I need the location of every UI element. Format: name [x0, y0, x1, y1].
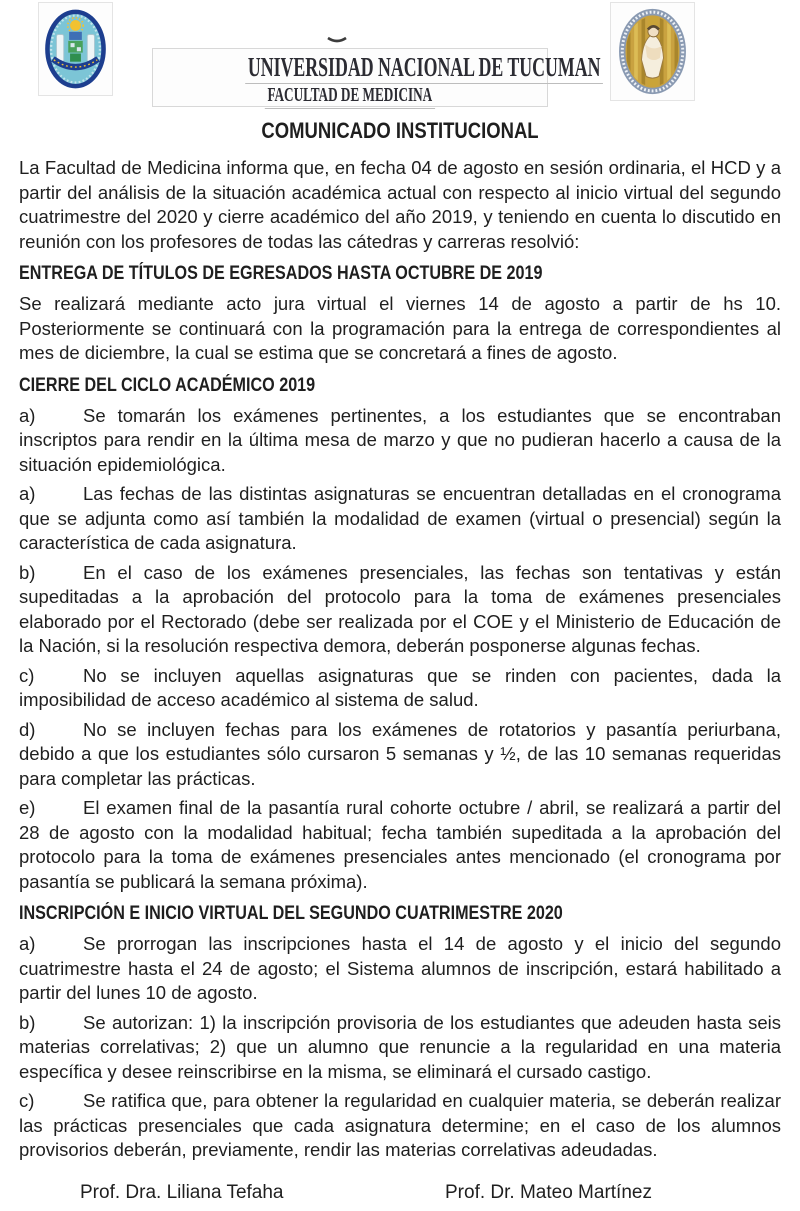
item-text: Se autorizan: 1) la inscripción provisoria de los estudiantes que adeuden hasta seis materias correlativas; 2) que un alumno que renuncie a la regularidad en una materia específica y desee reinscribirse en la misma, se eliminará el cursado castigo.: [19, 1011, 781, 1082]
intro-paragraph: La Facultad de Medicina informa que, en fecha 04 de agosto en sesión ordinaria, el HCD y a partir del análisis de la situación académica actual con respecto al inicio virtual del segundo cuatrimestre del 2020 y cierre académico del año 2019, y teniendo en cuenta lo discutido en reunión con los profesores de todas las cátedras y carreras resolvió:: [19, 157, 781, 252]
item-letter: a): [19, 933, 36, 954]
item-text: Se prorrogan las inscripciones hasta el 14 de agosto y el inicio del segundo cuatrimestre hasta el 24 de agosto; el Sistema alumnos de inscripción, estará habilitado a partir del lunes 10 de agosto.: [19, 933, 781, 1003]
list-item: [19, 932, 781, 1006]
faculty-name-line: [153, 84, 547, 109]
facultad-medicina-seal-icon: [614, 7, 691, 97]
item-text: El examen final de la pasantía rural cohorte octubre / abril, se realizará a partir del 28 de agosto con la modalidad habitual; fecha también supeditada a la aprobación del protocolo para la toma de exámenes presenciales antes mencionado (el cronograma por pasantía se publicará la semana próxima).: [19, 797, 781, 892]
list-item: [19, 1011, 781, 1085]
item-letter: b): [19, 561, 36, 583]
item-text: No se incluyen fechas para los exámenes de rotatorios y pasantía periurbana, debido a que los estudiantes sólo cursaron 5 semanas y ½, de las 10 semanas requeridas para completar las prácticas.: [19, 718, 781, 789]
item-text: En el caso de los exámenes presenciales, las fechas son tentativas y están supeditadas a la aprobación del protocolo para la toma de exámenes presenciales elaborado por el Rectorado (debe ser realizada por el COE y el Ministerio de Educación de la Nación, si la resolución respectiva demora, deberán posponerse algunas fechas.: [19, 561, 781, 656]
list-item: [19, 404, 781, 478]
item-letter: e): [19, 797, 36, 818]
item-text: Se ratifica que, para obtener la regularidad en cualquier materia, se deberán realizar las prácticas presenciales que cada asignatura determine; en el caso de los alumnos provisorios deberán, previamente, rendir las materias correlativas adeudadas.: [19, 1090, 781, 1160]
list-item: [19, 1089, 781, 1163]
section-heading-inscripcion: INSCRIPCIÓN E INICIO VIRTUAL DEL SEGUNDO CUATRIMESTRE 2020: [19, 903, 563, 924]
item-text: No se incluyen aquellas asignaturas que se rinden con pacientes, dada la imposibilidad de acceso académico al sistema de salud.: [19, 664, 781, 710]
signature-left: Prof. Dra. Liliana Tefaha: [80, 1182, 284, 1203]
section-heading-titulos: ENTREGA DE TÍTULOS DE EGRESADOS HASTA OCTUBRE DE 2019: [19, 263, 543, 284]
item-letter: b): [19, 1011, 36, 1033]
section-heading-cierre: CIERRE DEL CICLO ACADÉMICO 2019: [19, 374, 316, 396]
list-item: [19, 561, 781, 659]
faculty-name: FACULTAD DE MEDICINA: [265, 84, 435, 109]
item-letter: a): [19, 404, 36, 426]
item-letter: a): [19, 483, 36, 504]
list-item: [19, 664, 781, 713]
item-text: Se tomarán los exámenes pertinentes, a los estudiantes que se encontraban inscriptos para rendir en la última mesa de marzo y que no pudieran hacerlo a causa de la situación epidemiológica.: [19, 404, 781, 475]
list-item: [19, 718, 781, 792]
unt-logo-box: [38, 2, 113, 96]
page-title: COMUNICADO INSTITUCIONAL: [261, 118, 539, 143]
list-item: [19, 796, 781, 894]
paragraph-titulos: Se realizará mediante acto jura virtual el viernes 14 de agosto a partir de hs 10. Posteriormente se continuará con la programación para la entrega de correspondientes al mes de diciembre, la cual se estima que se concretará a fines de agosto.: [19, 293, 781, 363]
medicina-logo-box: [610, 2, 695, 101]
university-name-line: [153, 52, 601, 84]
list-item: [19, 482, 781, 556]
item-letter: d): [19, 718, 36, 740]
unt-coat-of-arms-icon: [42, 6, 109, 92]
signature-right: Prof. Dr. Mateo Martínez: [445, 1182, 652, 1203]
item-letter: c): [19, 664, 35, 686]
university-banner: [152, 48, 601, 107]
item-text: Las fechas de las distintas asignaturas se encuentran detalladas en el cronograma que se adjunta como así también la modalidad de examen (virtual o presencial) según la característica de cada asignatura.: [19, 483, 781, 553]
document-body: [0, 118, 800, 1163]
scan-artifact-mark: [326, 35, 348, 45]
document-header: [0, 0, 800, 108]
university-name: UNIVERSIDAD NACIONAL DE TUCUMAN: [245, 52, 603, 84]
item-letter: c): [19, 1090, 35, 1111]
